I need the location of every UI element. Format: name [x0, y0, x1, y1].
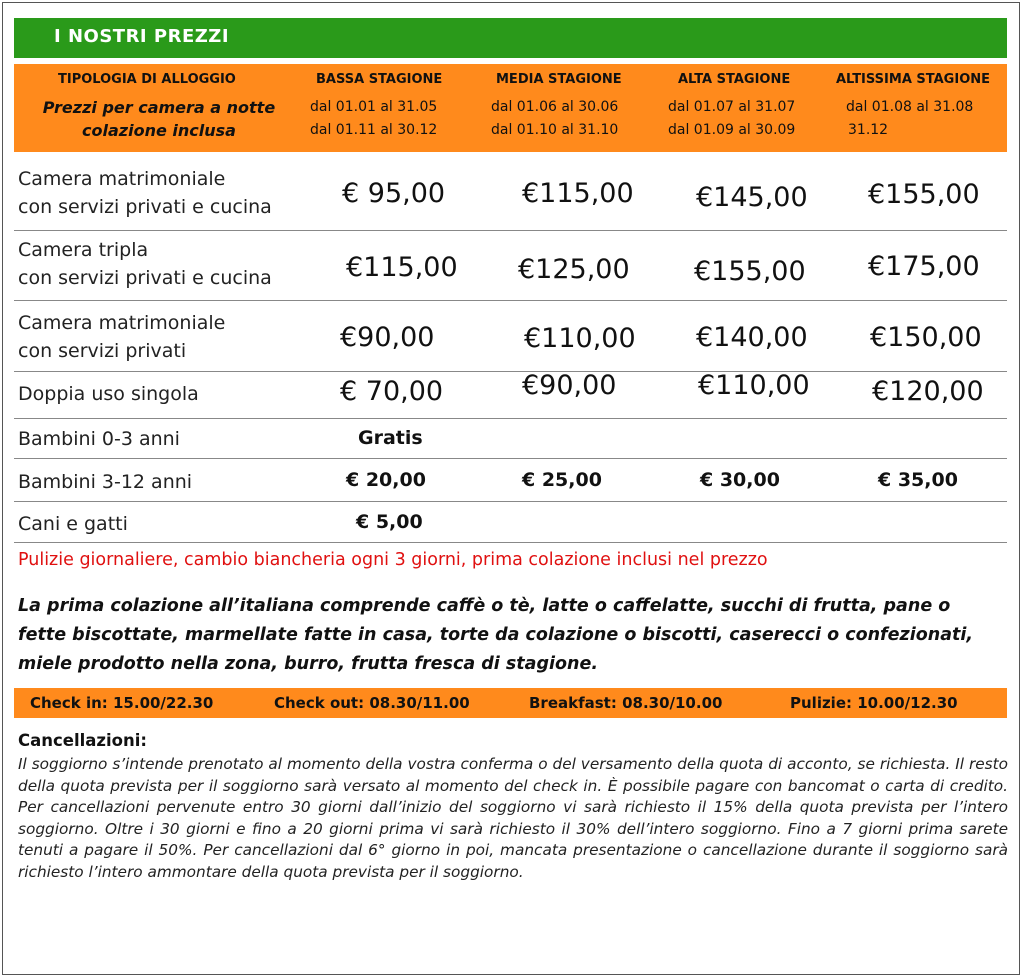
row-label: Doppia uso singola — [18, 383, 199, 405]
price-cell: €115,00 — [522, 178, 634, 209]
row-divider — [14, 501, 1007, 502]
price-cell: €145,00 — [696, 182, 808, 213]
times-bar — [14, 688, 1007, 718]
breakfast-description: La prima colazione all’italiana comprende caffè o tè, latte o caffelatte, succhi di frutta, pane o fette biscottate, marmellate fatte in casa, torte da colazione o biscotti, caserecci o confezionati, miele prodotto nella zona, burro, frutta fresca di stagione. — [18, 596, 974, 674]
season-range: dal 01.08 al 31.08 — [846, 99, 974, 115]
row-label: Camera matrimoniale — [18, 312, 226, 334]
row-divider — [14, 371, 1007, 372]
row-label: Bambini 3-12 anni — [18, 471, 193, 493]
checkout-time: Check out: 08.30/11.00 — [274, 694, 470, 712]
price-cell: € 20,00 — [346, 469, 426, 491]
price-cell: €175,00 — [868, 251, 980, 282]
cancellation-heading: Cancellazioni: — [18, 731, 148, 750]
row-divider — [14, 230, 1007, 231]
price-cell: € 25,00 — [522, 469, 602, 491]
header-subtitle-line2: colazione inclusa — [82, 121, 236, 140]
price-cell: € 30,00 — [700, 469, 780, 491]
title-bar — [14, 18, 1007, 58]
price-cell: €120,00 — [872, 376, 984, 407]
price-cell: € 35,00 — [878, 469, 958, 491]
row-divider — [14, 300, 1007, 301]
column-header-altissima: ALTISSIMA STAGIONE — [836, 72, 991, 87]
row-label: con servizi privati e cucina — [18, 196, 272, 218]
row-label: Camera matrimoniale — [18, 168, 226, 190]
cancellation-text: Il soggiorno s’intende prenotato al momento della vostra conferma o del versamento della quota di acconto, se richiesta. Il resto della quota prevista per il soggiorno sarà versato al momento del check in. È possibile pagare con bancomat o carta di credito. Per cancellazioni pervenute entro 30 giorni dall’inizio del soggiorno vi sarà richiesto il 15% della quota prevista per l’intero soggiorno. Oltre i 30 giorni e fino a 20 giorni prima vi sarà richiesto il 30% dell’intero soggiorno. Fino a 7 giorni prima sarete tenuti a pagare il 50%. Per cancellazioni dal 6° giorno in poi, mancata presentazione o cancellazione durante il soggiorno sarà richiesto l’intero ammontare della quota prevista per il soggiorno. — [18, 755, 1008, 881]
header-subtitle-line1: Prezzi per camera a notte — [42, 98, 276, 117]
column-header-alta: ALTA STAGIONE — [678, 72, 791, 87]
services-note: Pulizie giornaliere, cambio biancheria ogni 3 giorni, prima colazione inclusi nel prezzo — [18, 550, 768, 570]
price-cell: € 5,00 — [356, 511, 423, 533]
price-cell: €90,00 — [340, 322, 435, 353]
table-header — [14, 64, 1007, 152]
column-header-bassa: BASSA STAGIONE — [316, 72, 443, 87]
price-cell: €125,00 — [518, 254, 630, 285]
price-cell: €140,00 — [696, 322, 808, 353]
price-cell: €110,00 — [698, 370, 810, 401]
season-range: dal 01.07 al 31.07 — [668, 99, 796, 115]
row-divider — [14, 542, 1007, 543]
price-cell: € 95,00 — [342, 178, 446, 209]
breakfast-time: Breakfast: 08.30/10.00 — [529, 694, 723, 712]
row-divider — [14, 418, 1007, 419]
season-range: dal 01.10 al 31.10 — [491, 122, 619, 138]
row-divider — [14, 458, 1007, 459]
price-cell: €115,00 — [346, 252, 458, 283]
season-range: dal 01.11 al 30.12 — [310, 122, 438, 138]
price-cell: €110,00 — [524, 323, 636, 354]
column-header-type: TIPOLOGIA DI ALLOGGIO — [58, 72, 236, 87]
column-header-media: MEDIA STAGIONE — [496, 72, 622, 87]
season-range: dal 01.01 al 31.05 — [310, 99, 438, 115]
season-range: 31.12 — [848, 122, 889, 138]
price-cell: €155,00 — [868, 179, 980, 210]
row-label: con servizi privati e cucina — [18, 267, 272, 289]
price-cell: € 70,00 — [340, 376, 444, 407]
page-title: I NOSTRI PREZZI — [54, 26, 230, 47]
season-range: dal 01.06 al 30.06 — [491, 99, 619, 115]
price-cell: €150,00 — [870, 322, 982, 353]
price-cell: Gratis — [358, 427, 423, 449]
pulizie-time: Pulizie: 10.00/12.30 — [790, 694, 958, 712]
checkin-time: Check in: 15.00/22.30 — [30, 694, 214, 712]
price-cell: €90,00 — [522, 370, 617, 401]
row-label: Cani e gatti — [18, 513, 128, 535]
row-label: con servizi privati — [18, 340, 187, 362]
price-cell: €155,00 — [694, 256, 806, 287]
row-label: Bambini 0-3 anni — [18, 428, 180, 450]
row-label: Camera tripla — [18, 239, 149, 261]
season-range: dal 01.09 al 30.09 — [668, 122, 796, 138]
